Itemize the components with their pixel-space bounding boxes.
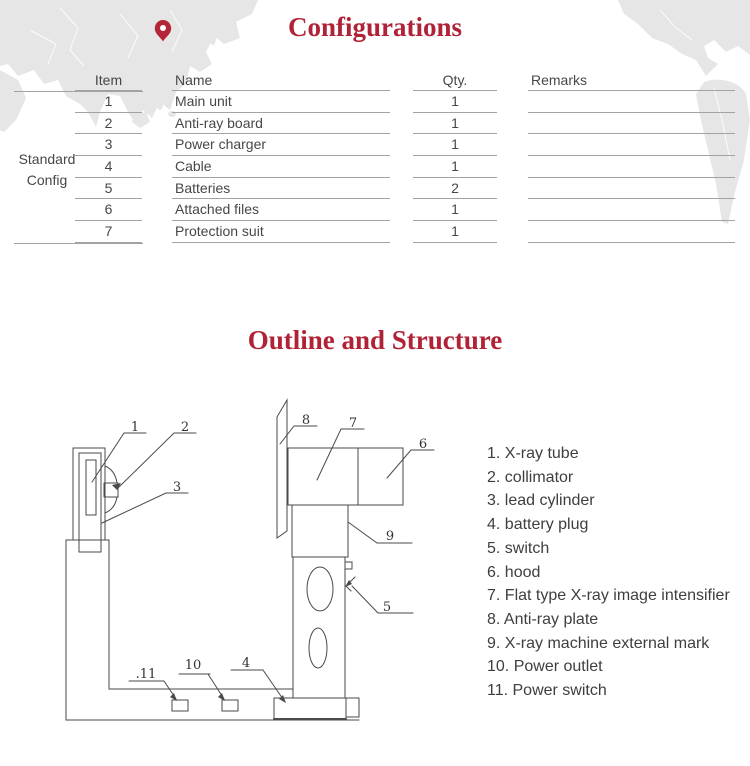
column-remarks — [528, 70, 735, 243]
cell-name-4: Cable — [172, 156, 390, 178]
xray-tube-head — [73, 448, 105, 552]
cell-remarks-4 — [528, 156, 735, 178]
collimator-shape — [104, 466, 118, 513]
cell-qty-1: 1 — [413, 91, 497, 113]
parts-list-item-4: 4. battery plug — [487, 516, 589, 534]
parts-list-item-2: 2. collimator — [487, 468, 574, 486]
cell-remarks-3 — [528, 134, 735, 156]
diagram-label-10: 10 — [184, 658, 202, 673]
column-header-qty: Qty. — [413, 70, 497, 91]
parts-list-item-3: 3. lead cylinder — [487, 492, 595, 510]
cell-qty-4: 1 — [413, 156, 497, 178]
diagram-label-7: 7 — [348, 416, 358, 431]
config-table — [0, 0, 750, 250]
page-title: Configurations — [287, 12, 463, 42]
anti-ray-plate-shape — [277, 400, 287, 538]
parts-list-item-8: 8. Anti-ray plate — [487, 610, 599, 628]
cell-qty-6: 1 — [413, 199, 497, 221]
cell-name-7: Protection suit — [172, 221, 390, 243]
power-switch-box — [172, 700, 188, 711]
column-header-item: Item — [75, 70, 142, 91]
cell-item-4: 4 — [75, 156, 142, 178]
column-header-name: Name — [172, 70, 390, 91]
main-column — [293, 557, 345, 698]
leader-lines — [92, 426, 434, 702]
diagram-labels — [131, 413, 427, 682]
cell-qty-5: 2 — [413, 178, 497, 200]
power-outlet-box — [222, 700, 238, 711]
cell-remarks-1 — [528, 91, 735, 113]
cell-remarks-6 — [528, 199, 735, 221]
cell-name-1: Main unit — [172, 91, 390, 113]
cell-remarks-7 — [528, 221, 735, 243]
parts-list — [487, 442, 730, 703]
cell-remarks-2 — [528, 113, 735, 135]
cell-name-6: Attached files — [172, 199, 390, 221]
cell-item-7: 7 — [75, 221, 142, 243]
diagram-label-11: .11 — [135, 667, 157, 682]
column-item — [75, 70, 142, 243]
diagram-label-9: 9 — [385, 529, 395, 544]
diagram-label-1: 1 — [130, 420, 140, 435]
cell-name-3: Power charger — [172, 134, 390, 156]
cell-item-6: 6 — [75, 199, 142, 221]
cell-item-3: 3 — [75, 134, 142, 156]
group-label — [18, 149, 76, 191]
pedestal — [274, 698, 359, 719]
column-name — [172, 70, 390, 243]
cell-name-2: Anti-ray board — [172, 113, 390, 135]
cell-qty-3: 1 — [413, 134, 497, 156]
parts-list-item-1: 1. X-ray tube — [487, 445, 579, 462]
switch-mark — [345, 562, 355, 591]
parts-list-item-10: 10. Power outlet — [487, 658, 603, 676]
diagram-label-6: 6 — [418, 437, 428, 452]
parts-list-item-11: 11. Power switch — [487, 682, 607, 700]
group-label-line1: Standard — [18, 151, 76, 167]
diagram-label-5: 5 — [382, 600, 392, 615]
cell-qty-2: 1 — [413, 113, 497, 135]
cell-item-5: 5 — [75, 178, 142, 200]
parts-list-item-7: 7. Flat type X-ray image intensifier — [487, 587, 730, 605]
group-label-line2: Config — [26, 172, 68, 188]
cell-qty-7: 1 — [413, 221, 497, 243]
cell-remarks-5 — [528, 178, 735, 200]
cell-name-5: Batteries — [172, 178, 390, 200]
diagram-label-8: 8 — [301, 413, 311, 428]
column-qty — [413, 70, 497, 243]
outline-structure-diagram — [55, 390, 460, 735]
parts-list-item-6: 6. hood — [487, 563, 541, 581]
diagram-label-4: 4 — [241, 656, 251, 671]
section-title-outline: Outline and Structure — [247, 325, 503, 355]
diagram-label-2: 2 — [180, 420, 190, 435]
cell-item-2: 2 — [75, 113, 142, 135]
cell-item-1: 1 — [75, 91, 142, 113]
parts-list-item-9: 9. X-ray machine external mark — [487, 634, 710, 652]
parts-list-item-5: 5. switch — [487, 539, 550, 557]
column-header-remarks: Remarks — [528, 70, 735, 91]
machine-arm — [66, 540, 359, 720]
diagram-label-3: 3 — [172, 480, 182, 495]
